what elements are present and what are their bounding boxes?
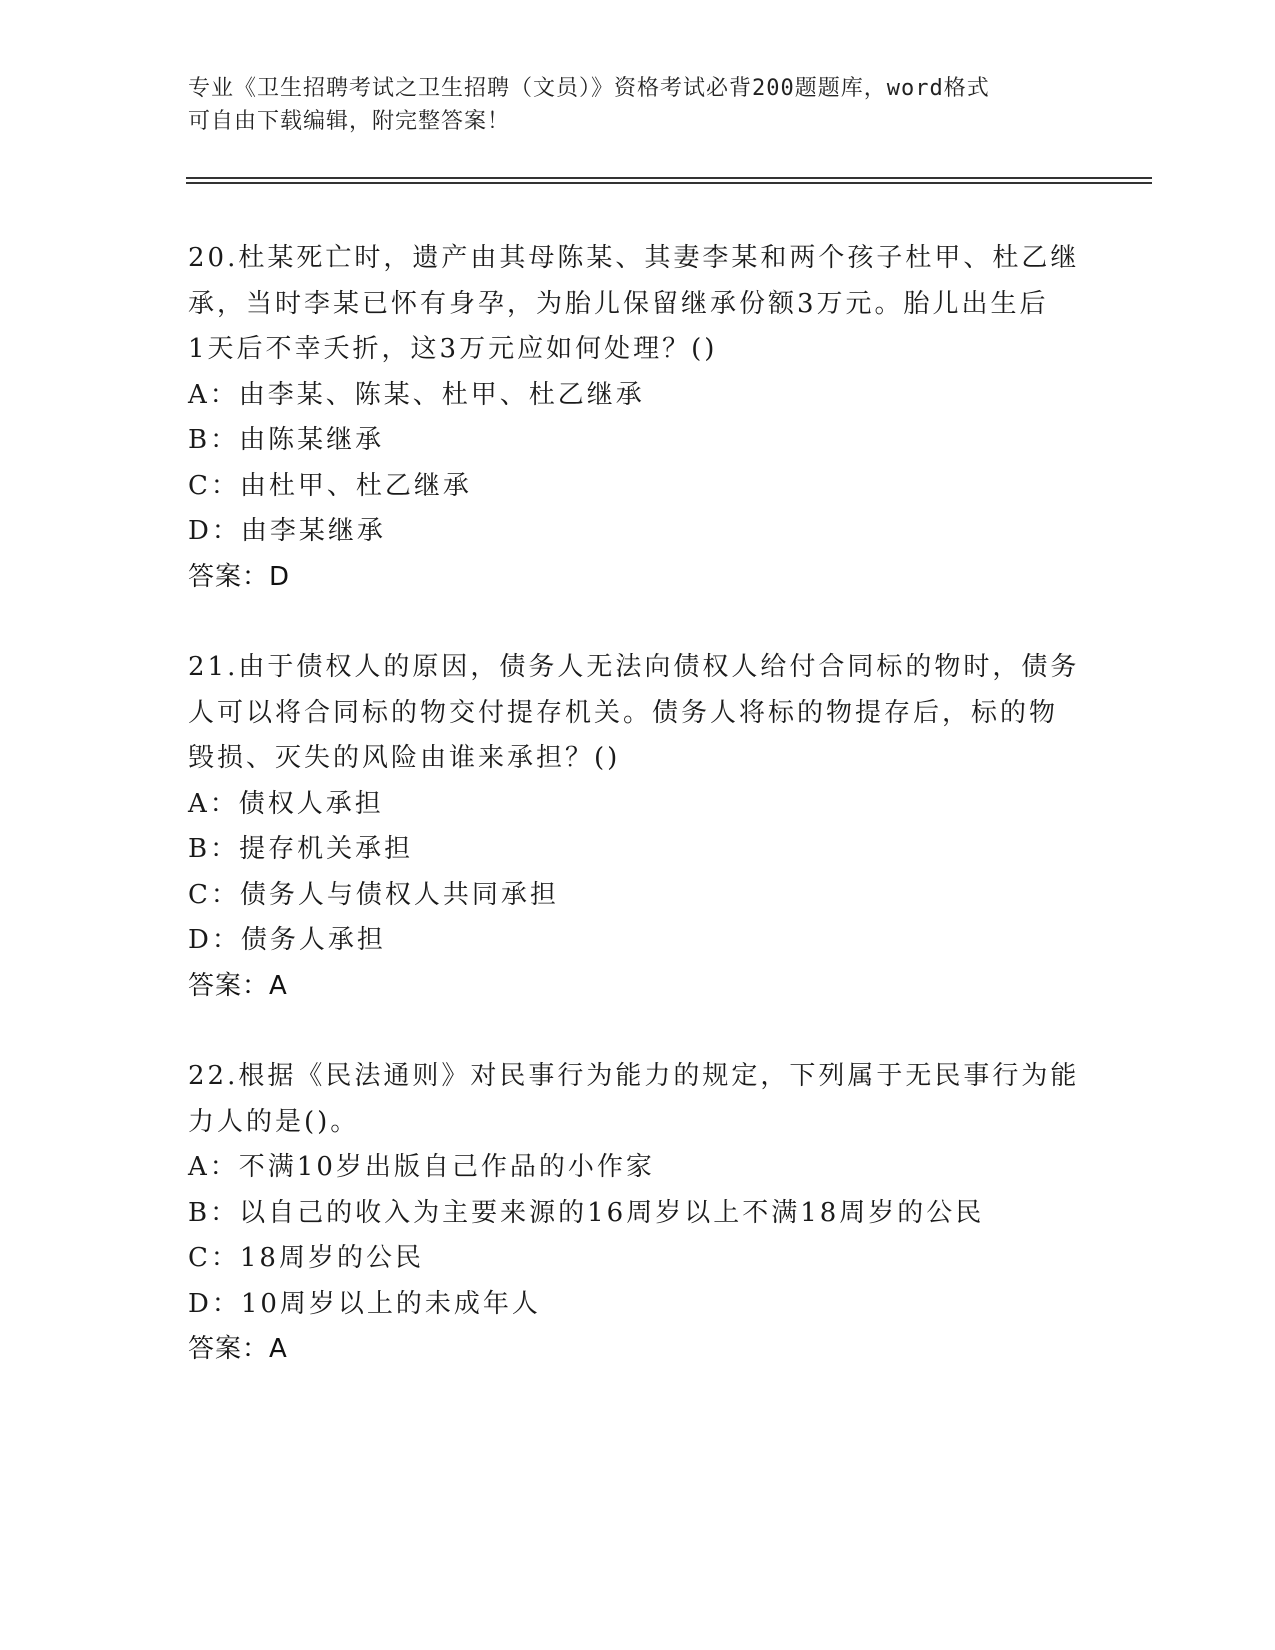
option-c: C：债务人与债权人共同承担	[188, 879, 559, 910]
answer-label: 答案：A	[188, 1334, 288, 1364]
question-21	[188, 645, 1088, 1009]
question-stem-line: 20.杜某死亡时，遗产由其母陈某、其妻李某和两个孩子杜甲、杜乙继	[188, 243, 1080, 273]
option-d: D：债务人承担	[188, 925, 386, 955]
option-a: A：不满10岁出版自己作品的小作家	[188, 1152, 655, 1182]
answer-label: 答案：A	[188, 970, 288, 1001]
option-b: B：由陈某继承	[188, 425, 385, 455]
question-stem-line: 承，当时李某已怀有身孕，为胎儿保留继承份额3万元。胎儿出生后	[188, 288, 1049, 319]
answer-label: 答案：D	[188, 561, 291, 592]
header-line-2: 可自由下载编辑，附完整答案！	[188, 109, 511, 134]
option-c: C：18周岁的公民	[188, 1243, 424, 1273]
question-stem-line: 21.由于债权人的原因，债务人无法向债权人给付合同标的物时，债务	[188, 652, 1080, 682]
question-stem-line: 毁损、灭失的风险由谁来承担？()	[188, 743, 621, 773]
header-line-1: 专业《卫生招聘考试之卫生招聘（文员）》资格考试必背200题题库，word格式	[188, 76, 990, 101]
option-b: B：提存机关承担	[188, 834, 414, 864]
option-d: D：10周岁以上的未成年人	[188, 1288, 541, 1319]
header-divider-top	[186, 177, 1152, 179]
option-a: A：债权人承担	[188, 788, 384, 819]
question-stem-line: 人可以将合同标的物交付提存机关。债务人将标的物提存后，标的物	[188, 697, 1059, 728]
question-stem-line: 1天后不幸夭折，这3万元应如何处理？()	[188, 334, 718, 364]
question-20	[188, 236, 1088, 600]
option-a: A：由李某、陈某、杜甲、杜乙继承	[188, 379, 645, 410]
document-header	[188, 72, 1068, 138]
option-b: B：以自己的收入为主要来源的16周岁以上不满18周岁的公民	[188, 1197, 985, 1228]
option-c: C：由杜甲、杜乙继承	[188, 470, 472, 501]
question-22	[188, 1054, 1088, 1373]
question-stem-line: 力人的是()。	[188, 1106, 360, 1137]
question-stem-line: 22.根据《民法通则》对民事行为能力的规定，下列属于无民事行为能	[188, 1061, 1080, 1091]
option-d: D：由李某继承	[188, 516, 386, 546]
header-divider-bottom	[186, 182, 1152, 184]
